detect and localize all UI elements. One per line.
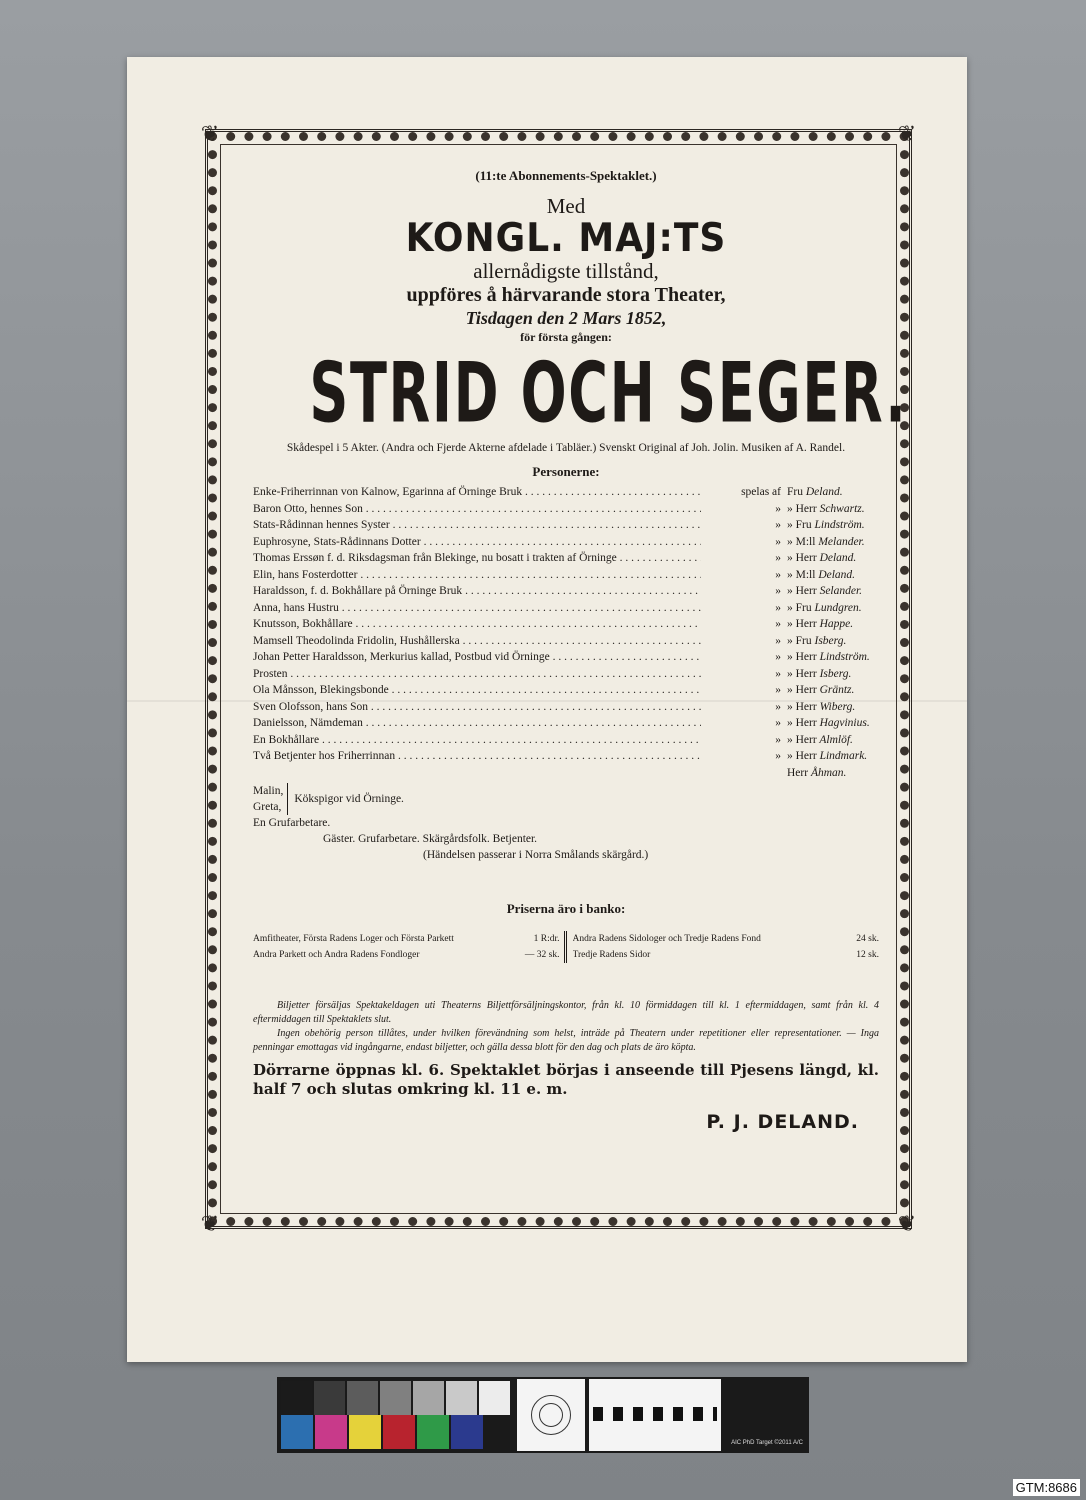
allernadigste-line: allernådigste tillstånd,	[473, 259, 659, 283]
cast-actor	[787, 732, 879, 749]
cast-spelas: »	[775, 601, 781, 614]
cast-list	[253, 484, 879, 781]
cast-actor-name: Schwartz.	[819, 502, 865, 515]
cast-actor-name: Isberg.	[819, 667, 852, 680]
cast-role: Thomas Erssøn f. d. Riksdagsman från Blekinge, nu bosatt i trakten af Örninge . . .	[253, 550, 701, 567]
cast-actor-name: Deland.	[818, 568, 856, 581]
cast-row-extra	[253, 765, 879, 782]
gaster-line: Gäster. Grufarbetare. Skärgårdsfolk. Betjenter.	[323, 833, 538, 845]
cast-spelas: »	[775, 717, 781, 729]
catalog-number: GTM:8686	[1013, 1479, 1080, 1496]
cast-row	[253, 699, 879, 716]
play-description: Skådespel i 5 Akter. (Andra och Fjerde Akterne afdelade i Tabläer.) Svenskt Original af Joh. Jolin. Musiken af A. Randel.	[286, 442, 846, 454]
cast-role: Prosten . . .	[253, 666, 701, 683]
cast-spelas: »	[775, 568, 781, 581]
cast-actor-name: Lindström.	[814, 519, 865, 531]
cast-actor-name: Deland.	[805, 486, 843, 498]
color-swatch	[347, 1381, 378, 1415]
price-value: 1 R:dr.	[533, 934, 560, 944]
color-swatch	[413, 1381, 444, 1415]
cast-actor	[787, 748, 879, 765]
cast-spelas: »	[775, 535, 781, 548]
cast-row	[253, 583, 879, 600]
cast-role: Mamsell Theodolinda Fridolin, Hushållerska . . .	[253, 633, 701, 650]
cast-title: » Herr	[787, 585, 817, 597]
cast-actor-name: Lundgren.	[814, 601, 862, 614]
abonnement-line: (11:te Abonnements-Spektaklet.)	[475, 168, 657, 183]
cast-title: Fru	[787, 486, 803, 498]
cast-title: » Fru	[787, 634, 812, 647]
price-row	[253, 931, 560, 947]
cast-actor	[787, 567, 879, 584]
cast-actor	[787, 616, 879, 633]
cast-row	[253, 748, 879, 765]
cast-title: » Herr	[787, 651, 817, 663]
cast-actor-name: Selander.	[819, 585, 863, 597]
color-calibration-target	[277, 1377, 809, 1453]
cast-actor-name: Melander.	[818, 535, 865, 548]
ruler-band	[593, 1407, 717, 1421]
cast-title: » Herr	[787, 717, 817, 729]
cast-row	[253, 501, 879, 518]
price-column-left	[253, 931, 567, 963]
cast-actor	[787, 583, 879, 600]
cast-actor	[787, 682, 879, 699]
cast-row	[253, 567, 879, 584]
color-swatch	[281, 1381, 312, 1415]
ingen-note: Ingen obehörig person tillåtes, under hvilken förevändning som helst, inträde på Theatern under repetitioner eller representationer. — Inga penningar emottagas vid ingångarne, endast biljetter, och gälla dessa blott för den dag och plats de äro köpta.	[253, 1028, 879, 1053]
price-table	[253, 931, 879, 963]
target-label: AIC PhD Target ©2011 A/C	[731, 1440, 803, 1446]
handelsen-line: (Händelsen passerar i Norra Smålands skärgård.)	[423, 849, 649, 861]
price-value: 24 sk.	[856, 934, 879, 944]
cast-row	[253, 550, 879, 567]
cast-spelas: »	[775, 519, 781, 531]
personerne-heading: Personerne:	[532, 464, 600, 479]
cast-actor-name: Gräntz.	[819, 684, 855, 696]
color-swatch	[315, 1415, 347, 1449]
price-row	[253, 947, 560, 963]
cast-actor	[787, 715, 879, 732]
cast-row	[253, 649, 879, 666]
cast-title: » Herr	[787, 667, 817, 680]
cast-actor	[787, 501, 879, 518]
med-line: Med	[546, 194, 586, 218]
cast-spelas: »	[775, 700, 781, 713]
cast-row	[253, 600, 879, 617]
cast-role: Enke-Friherrinnan von Kalnow, Egarinna af Örninge Bruk . . .	[253, 484, 701, 501]
cast-actor-name: Deland.	[819, 552, 857, 564]
ticket-notes	[253, 999, 879, 1055]
door-times: Dörrarne öppnas kl. 6. Spektaklet börjas i anseende till Pjesens längd, kl. half 7 och slutas omkring kl. 11 e. m.	[253, 1061, 879, 1098]
cast-actor	[787, 517, 879, 534]
prices-heading: Priserna äro i banko:	[506, 901, 626, 916]
cast-title: » Fru	[787, 519, 812, 531]
color-swatch	[281, 1415, 313, 1449]
price-name: Andra Radens Sidologer och Tredje Radens Fond	[572, 934, 761, 944]
price-name: Andra Parkett och Andra Radens Fondloger	[253, 950, 420, 960]
cast-row	[253, 517, 879, 534]
price-name: Amfitheater, Första Radens Loger och Första Parkett	[253, 934, 454, 944]
cast-actor	[787, 699, 879, 716]
kokspigor-label: Kökspigor vid Örninge.	[294, 793, 404, 805]
cast-role: Anna, hans Hustru . . .	[253, 600, 701, 617]
cast-spelas: »	[775, 750, 781, 762]
price-name: Tredje Radens Sidor	[572, 950, 651, 960]
cast-role: Johan Petter Haraldsson, Merkurius kallad, Postbud vid Örninge . . .	[253, 649, 701, 666]
cast-row	[253, 715, 879, 732]
price-row	[573, 931, 880, 947]
color-swatch	[446, 1381, 477, 1415]
cast-role: Danielsson, Nämdeman . . .	[253, 715, 701, 732]
color-swatch	[479, 1381, 510, 1415]
grufarbetare-line: En Grufarbetare.	[253, 817, 331, 829]
cast-title: » Herr	[787, 750, 817, 762]
cast-actor	[787, 484, 879, 501]
cast-spelas: »	[775, 618, 781, 630]
corner-ornament-icon: ❦	[200, 1211, 220, 1236]
cast-title: » M:ll	[787, 535, 816, 548]
price-column-right	[567, 931, 880, 963]
price-value: — 32 sk.	[524, 950, 560, 960]
cast-row	[253, 732, 879, 749]
cast-row	[253, 682, 879, 699]
playbill-content	[253, 168, 908, 1133]
cast-spelas: »	[775, 733, 781, 746]
color-swatch	[314, 1381, 345, 1415]
cast-actor-name: Almlöf.	[819, 733, 853, 746]
cast-role: Ola Månsson, Blekingsbonde . . .	[253, 682, 701, 699]
cast-spelas: »	[775, 667, 781, 680]
cast-role: En Bokhållare . . .	[253, 732, 701, 749]
cast-actor	[787, 666, 879, 683]
cast-role: Sven Olofsson, hans Son . . .	[253, 699, 701, 716]
cast-row	[253, 666, 879, 683]
color-swatch	[383, 1415, 415, 1449]
signature: P. J. DELAND.	[706, 1111, 859, 1133]
corner-ornament-icon: ❦	[897, 121, 917, 146]
cast-actor-name: Åhman.	[810, 766, 847, 779]
cast-actor	[787, 600, 879, 617]
cast-title: » Fru	[787, 601, 812, 614]
kokspigor-group	[253, 783, 879, 815]
cast-role: Knutsson, Bokhållare . . .	[253, 616, 701, 633]
cast-title: » M:ll	[787, 568, 816, 581]
cast-role: Haraldsson, f. d. Bokhållare på Örninge Bruk . . .	[253, 583, 701, 600]
cast-spelas: »	[775, 634, 781, 647]
cast-actor-name: Lindmark.	[819, 750, 868, 762]
forsta-gangen: för första gången:	[520, 330, 612, 344]
cast-row	[253, 484, 879, 501]
cast-row	[253, 633, 879, 650]
play-title: STRID OCH SEGER.	[309, 345, 908, 442]
color-swatch	[349, 1415, 381, 1449]
cast-spelas: spelas af	[741, 486, 781, 498]
cast-role: Euphrosyne, Stats-Rådinnans Dotter . . .	[253, 534, 701, 551]
price-row	[573, 947, 880, 963]
target-ring	[517, 1379, 585, 1451]
metric-ruler	[589, 1379, 721, 1451]
cast-role: Baron Otto, hennes Son . . .	[253, 501, 701, 518]
cast-actor-name: Hagvinius.	[819, 717, 870, 729]
cast-spelas: »	[775, 684, 781, 696]
color-swatch	[417, 1415, 449, 1449]
cast-title: » Herr	[787, 733, 817, 746]
color-swatch	[451, 1415, 483, 1449]
cast-role: Två Betjenter hos Friherrinnan . . .	[253, 748, 701, 765]
cast-role: Elin, hans Fosterdotter . . .	[253, 567, 701, 584]
cast-actor-name: Isberg.	[814, 634, 847, 647]
cast-spelas: »	[775, 651, 781, 663]
cast-row	[253, 616, 879, 633]
cast-title: » Herr	[787, 684, 817, 696]
corner-ornament-icon: ❦	[200, 121, 220, 146]
cast-actor-name: Happe.	[819, 618, 854, 630]
corner-ornament-icon: ❦	[897, 1211, 917, 1236]
performance-date: Tisdagen den 2 Mars 1852,	[465, 308, 667, 328]
target-ring-inner	[539, 1403, 563, 1427]
cast-actor	[787, 534, 879, 551]
cast-actor	[787, 765, 879, 782]
cast-title: » Herr	[787, 552, 817, 564]
uppfores-line: uppföres å härvarande stora Theater,	[406, 284, 726, 306]
cast-actor	[787, 550, 879, 567]
cast-title: » Herr	[787, 618, 817, 630]
biljetter-note: Biljetter försäljas Spektakeldagen uti Theaterns Biljettförsäljningskontor, från kl. 10 förmiddagen till kl. 1 eftermiddagen, samt från kl. 4 eftermiddagen till Spektaklets slut.	[253, 1000, 879, 1025]
cast-title: » Herr	[787, 700, 817, 713]
cast-actor	[787, 649, 879, 666]
cast-row	[253, 534, 879, 551]
color-swatch	[380, 1381, 411, 1415]
malin-label: Malin,	[253, 785, 284, 797]
cast-actor-name: Lindström.	[819, 651, 870, 663]
greta-label: Greta,	[253, 801, 282, 813]
cast-role: Stats-Rådinnan hennes Syster . . .	[253, 517, 701, 534]
cast-title: Herr	[787, 766, 809, 779]
cast-spelas: »	[775, 552, 781, 564]
cast-spelas: »	[775, 585, 781, 597]
cast-actor	[787, 633, 879, 650]
price-value: 12 sk.	[856, 950, 879, 960]
cast-actor-name: Wiberg.	[819, 700, 856, 713]
cast-title: » Herr	[787, 502, 817, 515]
kongl-majts-heading: KONGL. MAJ:TS	[405, 215, 727, 261]
cast-spelas: »	[775, 502, 781, 515]
